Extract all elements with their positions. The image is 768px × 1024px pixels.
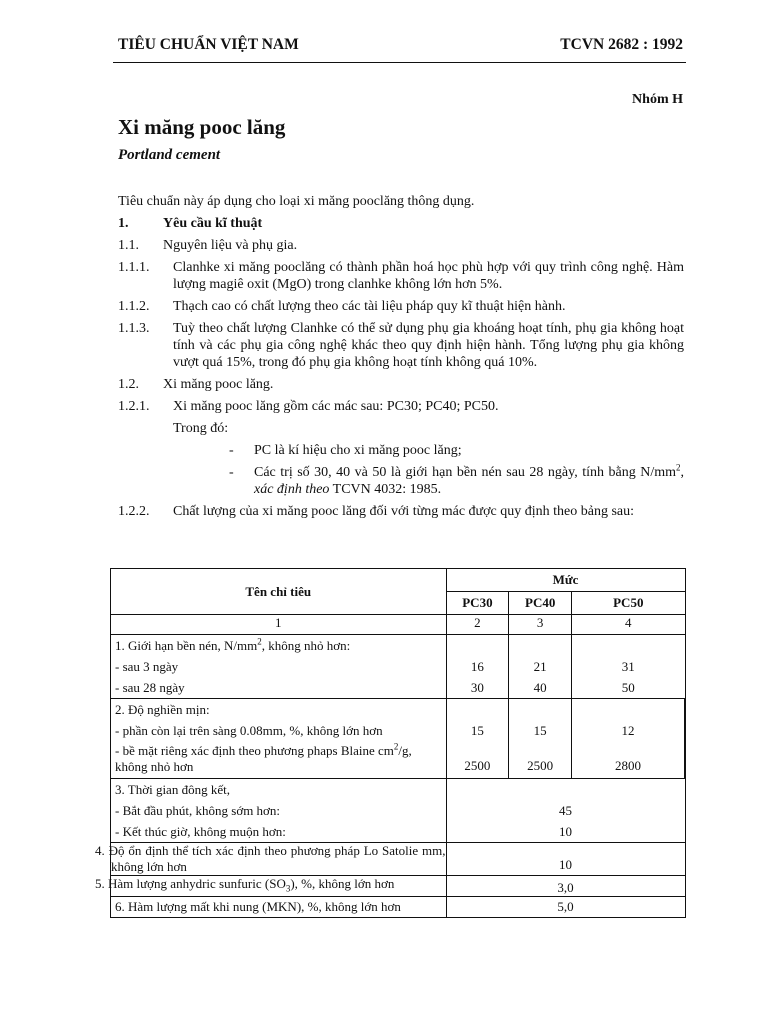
criteria-line: - sau 3 ngày: [115, 659, 179, 674]
criteria-line: - Bắt đầu phút, không sớm hơn:: [115, 803, 281, 818]
specification-table: [95, 568, 686, 918]
bullet-item: [118, 442, 684, 459]
value: 2800: [615, 758, 642, 773]
header-level: Mức: [446, 569, 685, 592]
table-row: [111, 779, 686, 843]
table-row: [111, 843, 686, 876]
bullet-text: PC là kí hiệu cho xi măng pooc lăng;: [254, 443, 462, 458]
superscript: 2: [393, 741, 399, 752]
section-text: Chất lượng của xi măng pooc lăng đối với từng mác được quy định theo bảng sau:: [173, 504, 635, 519]
document-title: Xi măng pooc lăng: [118, 115, 286, 139]
section-1: [118, 215, 684, 232]
bullet-dash: -: [229, 443, 234, 458]
section-number: 1.2.2.: [118, 504, 150, 519]
section-title: Yêu cầu kĩ thuật: [163, 216, 263, 231]
value: 2500: [527, 758, 554, 773]
section-1-1-2: [118, 298, 684, 315]
bullet-text-italic: xác định theo: [254, 482, 330, 497]
section-text: Xi măng pooc lăng.: [163, 377, 274, 392]
document-body: [118, 193, 684, 525]
value-cell: [509, 699, 572, 779]
value-cell: [572, 699, 685, 779]
column-index: 3: [509, 615, 572, 635]
value: 15: [470, 723, 484, 738]
criteria-title-part: 1. Giới hạn bền nén, N/mm: [115, 638, 258, 653]
table-row: [111, 897, 686, 918]
bullet-dash: -: [229, 465, 234, 480]
subscript: 3: [285, 883, 291, 894]
column-index: 4: [572, 615, 685, 635]
bullet-text-part: ,: [680, 465, 684, 480]
criteria-title-part: , không nhỏ hơn:: [261, 638, 351, 653]
section-text: Tuỳ theo chất lượng Clanhke có thể sử dụng phụ gia khoáng hoạt tính, phụ gia không hoạt tính và các phụ gia công nghệ khác theo quy định hiện hành. Tổng lượng phụ gia không vượt quá 15%, trong đó phụ gia không hoạt tính không quá 10%.: [173, 321, 684, 370]
value: 2500: [464, 758, 491, 773]
criteria-cell: [111, 779, 447, 843]
header-standard-name: TIÊU CHUẨN VIỆT NAM: [118, 36, 299, 53]
intro-paragraph: Tiêu chuẩn này áp dụng cho loại xi măng pooclăng thông dụng.: [118, 194, 475, 209]
column-index: 2: [446, 615, 509, 635]
section-number: 1.1.: [118, 238, 139, 253]
section-text: Nguyên liệu và phụ gia.: [163, 238, 298, 253]
value: 21: [533, 659, 547, 674]
value: 12: [621, 723, 635, 738]
section-text: Xi măng pooc lăng gồm các mác sau: PC30; PC40; PC50.: [173, 399, 499, 414]
criteria-title: 3. Thời gian đông kết,: [115, 782, 230, 797]
section-text: Clanhke xi măng pooclăng có thành phần hoá học phù hợp với quy trình công nghệ. Hàm lượng magiê oxit (MgO) trong clanhke không lớn hơn 5%.: [173, 260, 684, 292]
table-row: [111, 699, 686, 779]
group-label: Nhóm H: [632, 92, 683, 107]
value: 40: [533, 680, 547, 695]
section-1-2-1: [118, 398, 684, 415]
value-cell: [446, 635, 509, 699]
value-cell: 3,0: [446, 876, 685, 897]
section-number: 1.1.2.: [118, 299, 150, 314]
section-1-1-3: [118, 320, 684, 371]
criteria-cell: [111, 699, 447, 779]
criteria-line-part: /g, không nhỏ hơn: [115, 743, 412, 774]
section-number: 1.1.1.: [118, 260, 150, 275]
criteria-line: - Kết thúc giờ, không muộn hơn:: [115, 824, 286, 839]
superscript: 2: [257, 636, 262, 647]
section-number: 1.2.1.: [118, 399, 150, 414]
value: 45: [559, 803, 573, 818]
section-1-1-1: [118, 259, 684, 293]
criteria-line: [111, 741, 446, 778]
header-criteria: Tên chỉ tiêu: [111, 569, 447, 615]
value-cell: [446, 779, 685, 843]
criteria-title: [111, 635, 446, 656]
criteria-cell: 6. Hàm lượng mất khi nung (MKN), %, không lớn hơn: [111, 897, 447, 918]
header-grade: PC40: [509, 592, 572, 615]
section-1-1: [118, 237, 684, 254]
superscript: 2: [676, 462, 681, 473]
table-row: [111, 635, 686, 699]
value: 15: [533, 723, 547, 738]
criteria-cell: [95, 876, 447, 897]
section-number: 1.: [118, 216, 129, 231]
criteria-title: 2. Độ nghiền mịn:: [115, 702, 210, 717]
bullet-text: [254, 464, 684, 498]
criteria-text-part: ), %, không lớn hơn: [290, 876, 395, 891]
header-rule: [113, 62, 686, 63]
bullet-item: [118, 464, 684, 498]
criteria-line-part: - bề mặt riêng xác định theo phương phaps Blaine cm: [115, 743, 394, 758]
value: 50: [621, 680, 635, 695]
document-subtitle: Portland cement: [118, 147, 221, 163]
section-1-2-2: [118, 503, 684, 520]
value-cell: [446, 699, 509, 779]
section-1-2: [118, 376, 684, 393]
value-cell: [509, 635, 572, 699]
criteria-text-part: 5. Hàm lượng anhydric sunfuric (SO: [95, 876, 286, 891]
criteria-cell: [111, 635, 447, 699]
value: 16: [470, 659, 484, 674]
where-label: Trong đó:: [173, 421, 229, 436]
bullet-text-part: TCVN 4032: 1985.: [329, 482, 442, 497]
section-text: Thạch cao có chất lượng theo các tài liệu pháp quy kĩ thuật hiện hành.: [173, 299, 566, 314]
column-index: 1: [111, 615, 447, 635]
bullet-text-part: Các trị số 30, 40 và 50 là giới hạn bền nén sau 28 ngày, tính bằng N/mm: [254, 465, 676, 480]
table-row: [111, 876, 686, 897]
section-number: 1.2.: [118, 377, 139, 392]
criteria-line: - sau 28 ngày: [115, 680, 185, 695]
criteria-line: - phần còn lại trên sàng 0.08mm, %, không lớn hơn: [115, 723, 383, 738]
value: 31: [621, 659, 635, 674]
header-grade: PC30: [446, 592, 509, 615]
value-cell: 5,0: [446, 897, 685, 918]
header-grade: PC50: [572, 592, 685, 615]
section-number: 1.1.3.: [118, 321, 150, 336]
header-standard-code: TCVN 2682 : 1992: [560, 36, 683, 53]
value-cell: 10: [446, 843, 685, 876]
value: 10: [559, 824, 573, 839]
criteria-cell: 4. Độ ổn định thể tích xác định theo phương pháp Lo Satolie mm, không lớn hơn: [95, 843, 446, 874]
value-cell: [572, 635, 685, 699]
value: 30: [470, 680, 484, 695]
